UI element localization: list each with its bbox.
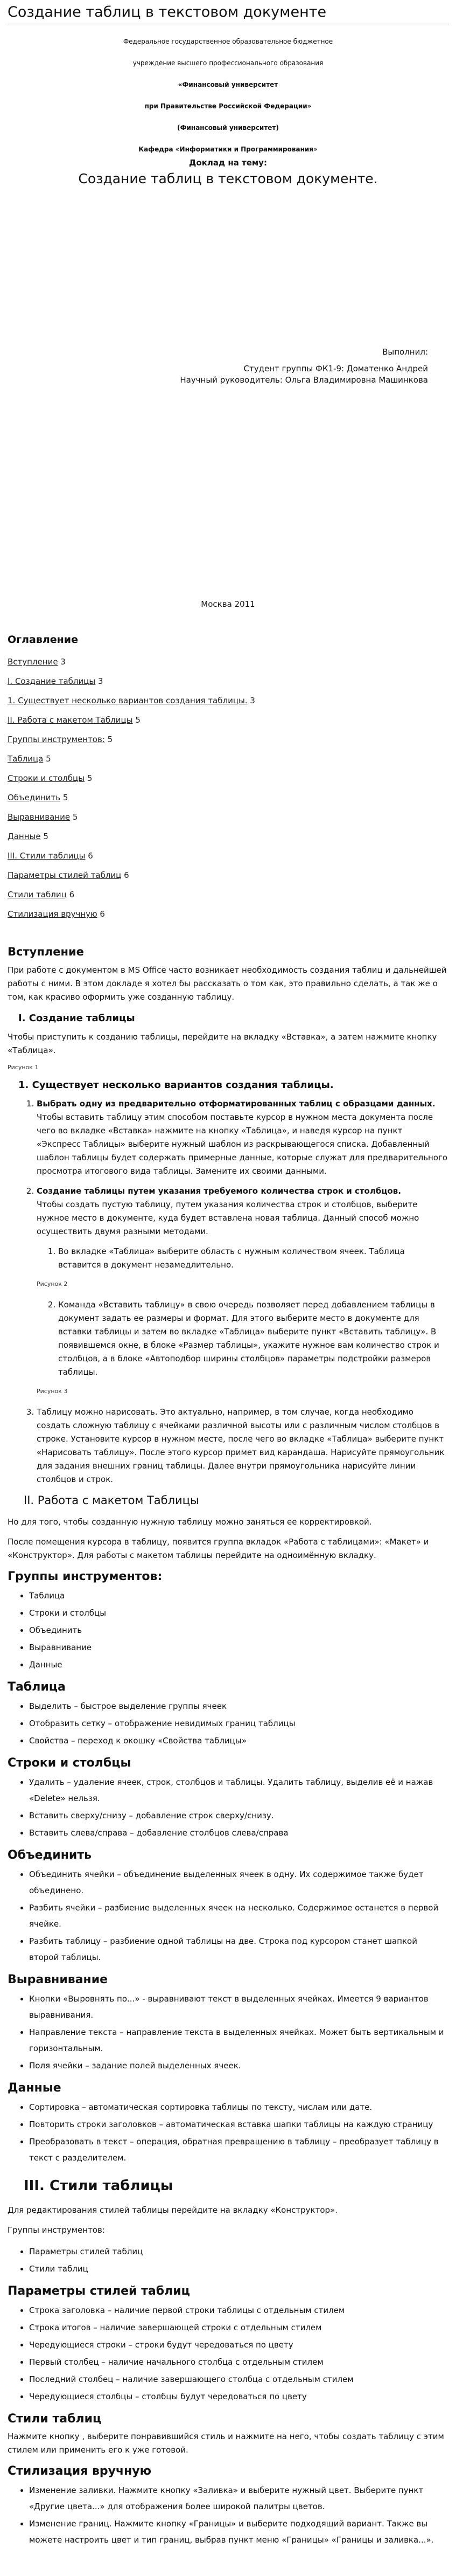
section-3-groups-list <box>8 2243 448 2277</box>
list-item: • Преобразовать в текст – операция, обратная превращению в таблицу – преобразует таблицу в текст с разделителем. <box>29 2134 448 2166</box>
figure-1-caption: Рисунок 1 <box>8 1064 39 1071</box>
method-2b: 2. Команда «Вставить таблицу» в свою очередь позволяет перед добавлением таблицы в документ задать ее размеры и формат. Для этого выберите место в документе для вставки таблицы и затем во вкладке «Таблица» выберите пункт «Вставить таблицу». В появившемся окне, в блоке «Размер таблицы», укажите нужное вам количество строк и столбцов, а в блоке «Автоподбор ширины столбцов» параметры подстройки размеров таблицы. <box>58 1298 448 1379</box>
list-item: • Чередующиеся строки – строки будут чередоваться по цвету <box>29 2337 448 2353</box>
method-2: 2. Создание таблицы путем указания требуемого количества строк и столбцов. Чтобы создать пустую таблицу, путем указания количества строк и столбцов, выберите нужное место в документе, куда будет вставлена новая таблица. Данный способ можно осуществить двумя разными методами. 1. Во вкладке «Таблица» выберите область с нужным количеством ячеек. Таблица вставится в документ незамедлительно. Рисунок 2 2. Команда «Вставить таблицу» в свою очередь позволяет перед добавлением таблицы в документ задать ее размеры и формат. Для этого выберите место в документе для вставки таблицы и затем во вкладке «Таблица» выберите пункт «Вставить таблицу». В появившемся окне, в блоке «Размер таблицы», укажите нужное вам количество строк и столбцов, а в блоке «Автоподбор ширины столбцов» параметры подстройки размеров таблицы. Рисунок 3 <box>37 1185 448 1398</box>
list-item: • Выделить – быстрое выделение группы ячеек <box>29 1698 448 1714</box>
list-item: • Свойства – переход к окошку «Свойства таблицы» <box>29 1733 448 1749</box>
table-group-heading: Таблица <box>8 1680 66 1694</box>
list-item: • Чередующиеся столбцы – столбцы будут чередоваться по цвету <box>29 2388 448 2405</box>
intro-text: При работе с документом в MS Office часто возникает необходимость создания таблиц и дальнейшей работы с ними. В этом докладе я хотел бы рассказать о том как, это правильно сделать, а так же о том, как красиво оформить уже созданную таблицу. <box>8 965 447 1002</box>
report-title: Создание таблиц в текстовом документе. <box>78 171 378 186</box>
toc-item[interactable]: Таблица 5 <box>8 754 51 764</box>
org-line-2: учреждение высшего профессионального образования <box>132 59 324 67</box>
list-item: • Объединить ячейки – объединение выделенных ячеек в одну. Их содержимое также будет объединено. <box>29 1866 448 1899</box>
toc-item[interactable]: 1. Существует несколько вариантов создания таблицы. 3 <box>8 696 255 705</box>
signature-label: Выполнил: <box>382 347 428 357</box>
section-3-groups-label: Группы инструментов: <box>8 2225 105 2235</box>
list-item: • Изменение границ. Нажмите кнопку «Границы» и выберите подходящий вариант. Также вы можете настроить цвет и тип границ, выбрав пункт меню «Границы» «Границы и заливка...». <box>29 2516 448 2548</box>
figure-3-caption: Рисунок 3 <box>37 1388 68 1395</box>
table-group-list <box>8 1698 448 1749</box>
toc-item[interactable]: II. Работа с макетом Таблицы 5 <box>8 715 141 725</box>
list-item: • Повторить строки заголовков – автоматическая вставка шапки таблицы на каждую страницу <box>29 2116 448 2132</box>
intro-heading: Вступление <box>8 945 84 958</box>
list-item: • Сортировка – автоматическая сортировка таблицы по тексту, числам или дате. <box>29 2099 448 2115</box>
style-params-list <box>8 2302 448 2405</box>
list-item: • Первый столбец – наличие начального столбца с отдельным стилем <box>29 2354 448 2370</box>
list-item: • Стили таблиц <box>29 2261 448 2277</box>
table-styles-heading: Стили таблиц <box>8 2412 102 2426</box>
org-line-6: Кафедра «Информатики и Программирования» <box>138 146 318 153</box>
section-2-heading: II. Работа с макетом Таблицы <box>24 1494 199 1507</box>
section-2-text-1: Но для того, чтобы созданную нужную таблицу можно заняться ее корректировкой. <box>8 1517 372 1527</box>
toc-item[interactable]: Строки и столбцы 5 <box>8 773 93 783</box>
method-3: 3. Таблицу можно нарисовать. Это актуально, например, в том случае, когда необходимо создать сложную таблицу с ячейками различной высоты или с различным числом столбцов в строке. Установите курсор в нужном месте, после чего во вкладке «Таблица» выберите пункт «Нарисовать таблицу». После этого курсор примет вид карандаша. Нарисуйте прямоугольник для задания внешних границ таблицы. Далее внутри прямоугольника нарисуйте линии столбцов и строк. <box>37 1405 448 1486</box>
toc-item[interactable]: Стили таблиц 6 <box>8 890 75 899</box>
list-item: • Последний столбец – наличие завершающего столбца с отдельным стилем <box>29 2371 448 2387</box>
list-item: • Строка заголовка – наличие первой строки таблицы с отдельным стилем <box>29 2302 448 2318</box>
document-title: Создание таблиц в текстовом документе <box>8 4 327 20</box>
section-3-heading: III. Стили таблицы <box>24 2178 173 2194</box>
org-line-3: «Финансовый университет <box>178 81 278 88</box>
align-group-heading: Выравнивание <box>8 1973 108 1986</box>
toc-item[interactable]: Данные 5 <box>8 832 48 841</box>
list-item: • Удалить – удаление ячеек, строк, столбцов и таблицы. Удалить таблицу, выделив её и нажав «Delete» нельзя. <box>29 1774 448 1806</box>
toc-item[interactable]: Вступление 3 <box>8 657 66 667</box>
toc-heading: Оглавление <box>8 634 78 646</box>
list-item: • Направление текста – направление текста в выделенных ячейках. Может быть вертикальным и горизонтальным. <box>29 2024 448 2056</box>
section-1-heading: I. Создание таблицы <box>18 1013 135 1024</box>
list-item: • Данные <box>29 1657 448 1673</box>
groups-list <box>8 1588 448 1673</box>
report-heading: Доклад на тему: <box>189 158 267 168</box>
merge-group-list <box>8 1866 448 1965</box>
section-2-text-2: После помещения курсора в таблицу, появится группа вкладок «Работа с таблицами»: «Макет» и «Конструктор». Для работы с макетом таблицы перейдите на одноимённую вкладку. <box>8 1537 429 1560</box>
list-item: • Отобразить сетку – отображение невидимых границ таблицы <box>29 1715 448 1732</box>
subsection-1-heading: 1. Существует несколько вариантов создания таблицы. <box>18 1079 334 1091</box>
list-item: • Вставить сверху/снизу – добавление строк сверху/снизу. <box>29 1808 448 1824</box>
method-2a: 1. Во вкладке «Таблица» выберите область с нужным количеством ячеек. Таблица вставится в документ незамедлительно. <box>58 1245 448 1272</box>
manual-styling-heading: Стилизация вручную <box>8 2464 152 2478</box>
org-line-5: (Финансовый университет) <box>177 124 279 131</box>
toc-item[interactable]: I. Создание таблицы 3 <box>8 676 103 686</box>
list-item: • Кнопки «Выровнять по...» - выравнивают текст в выделенных ячейках. Имеется 9 вариантов выравнивания. <box>29 1991 448 2023</box>
list-item: • Поля ячейки – задание полей выделенных ячеек. <box>29 2058 448 2074</box>
list-item: • Выравнивание <box>29 1639 448 1656</box>
manual-styling-list <box>8 2482 448 2548</box>
list-item: • Строка итогов – наличие завершающей строки с отдельным стилем <box>29 2319 448 2336</box>
table-of-contents <box>8 652 448 924</box>
groups-heading: Группы инструментов: <box>8 1570 163 1583</box>
list-item: • Объединить <box>29 1622 448 1638</box>
rows-group-heading: Строки и столбцы <box>8 1756 131 1770</box>
signature-block <box>8 347 448 386</box>
org-line-1: Федеральное государственное образовательное бюджетное <box>123 38 333 45</box>
organization-block <box>8 24 448 155</box>
toc-item[interactable]: Параметры стилей таблиц 6 <box>8 870 129 880</box>
data-group-list <box>8 2099 448 2166</box>
list-item: • Параметры стилей таблиц <box>29 2243 448 2260</box>
style-params-heading: Параметры стилей таблиц <box>8 2284 190 2298</box>
toc-item[interactable]: Объединить 5 <box>8 793 68 802</box>
city-year: Москва 2011 <box>201 599 255 609</box>
list-item: • Изменение заливки. Нажмите кнопку «Заливка» и выберите нужный цвет. Выберите пункт «Другие цвета...» для отображения более широкой палитры цветов. <box>29 2482 448 2515</box>
toc-item[interactable]: Выравнивание 5 <box>8 812 78 822</box>
signature-advisor: Научный руководитель: Ольга Владимировна Машинкова <box>180 375 428 385</box>
method-1: 1. Выбрать одну из предварительно отформатированных таблиц с образцами данных. Чтобы вставить таблицу этим способом поставьте курсор в нужном места документа после чего во вкладке «Вставка» нажмите на кнопку «Таблица», и наведя курсор на пункт «Экспресс Таблицы» выберите нужный шаблон из раскрывающегося списка. Добавленный шаблон таблицы будет содержать примерные данные, которые служат для предварительного просмотра итогового вида таблицы. Замените их своими данными. <box>37 1097 448 1178</box>
merge-group-heading: Объединить <box>8 1848 92 1862</box>
list-item: • Вставить слева/справа – добавление столбцов слева/справа <box>29 1825 448 1841</box>
org-line-4: при Правительстве Российской Федерации» <box>144 102 312 110</box>
list-item: • Таблица <box>29 1588 448 1604</box>
rows-group-list <box>8 1774 448 1841</box>
section-3-text: Для редактирования стилей таблицы перейдите на вкладку «Конструктор». <box>8 2205 338 2215</box>
table-styles-text: Нажмите кнопку , выберите понравившийся стиль и нажмите на него, чтобы создать таблицу с этим стилем или применить его к уже готовой. <box>8 2432 444 2455</box>
toc-item[interactable]: Стилизация вручную 6 <box>8 909 105 919</box>
list-item: • Разбить ячейки – разбиение выделенных ячеек на несколько. Содержимое останется в первой ячейке. <box>29 1900 448 1932</box>
creation-methods-list <box>8 1097 448 1486</box>
align-group-list <box>8 1991 448 2074</box>
figure-2-caption: Рисунок 2 <box>37 1280 68 1287</box>
toc-item[interactable]: III. Стили таблицы 6 <box>8 851 93 861</box>
data-group-heading: Данные <box>8 2081 61 2095</box>
list-item: • Строки и столбцы <box>29 1605 448 1621</box>
signature-student: Студент группы ФК1-9: Доматенко Андрей <box>243 364 428 373</box>
section-1-text: Чтобы приступить к созданию таблицы, перейдите на вкладку «Вставка», а затем нажмите кнопку «Таблица». <box>8 1032 437 1055</box>
toc-item[interactable]: Группы инструментов: 5 <box>8 735 113 744</box>
list-item: • Разбить таблицу – разбиение одной таблицы на две. Строка под курсором станет шапкой второй таблицы. <box>29 1933 448 1965</box>
